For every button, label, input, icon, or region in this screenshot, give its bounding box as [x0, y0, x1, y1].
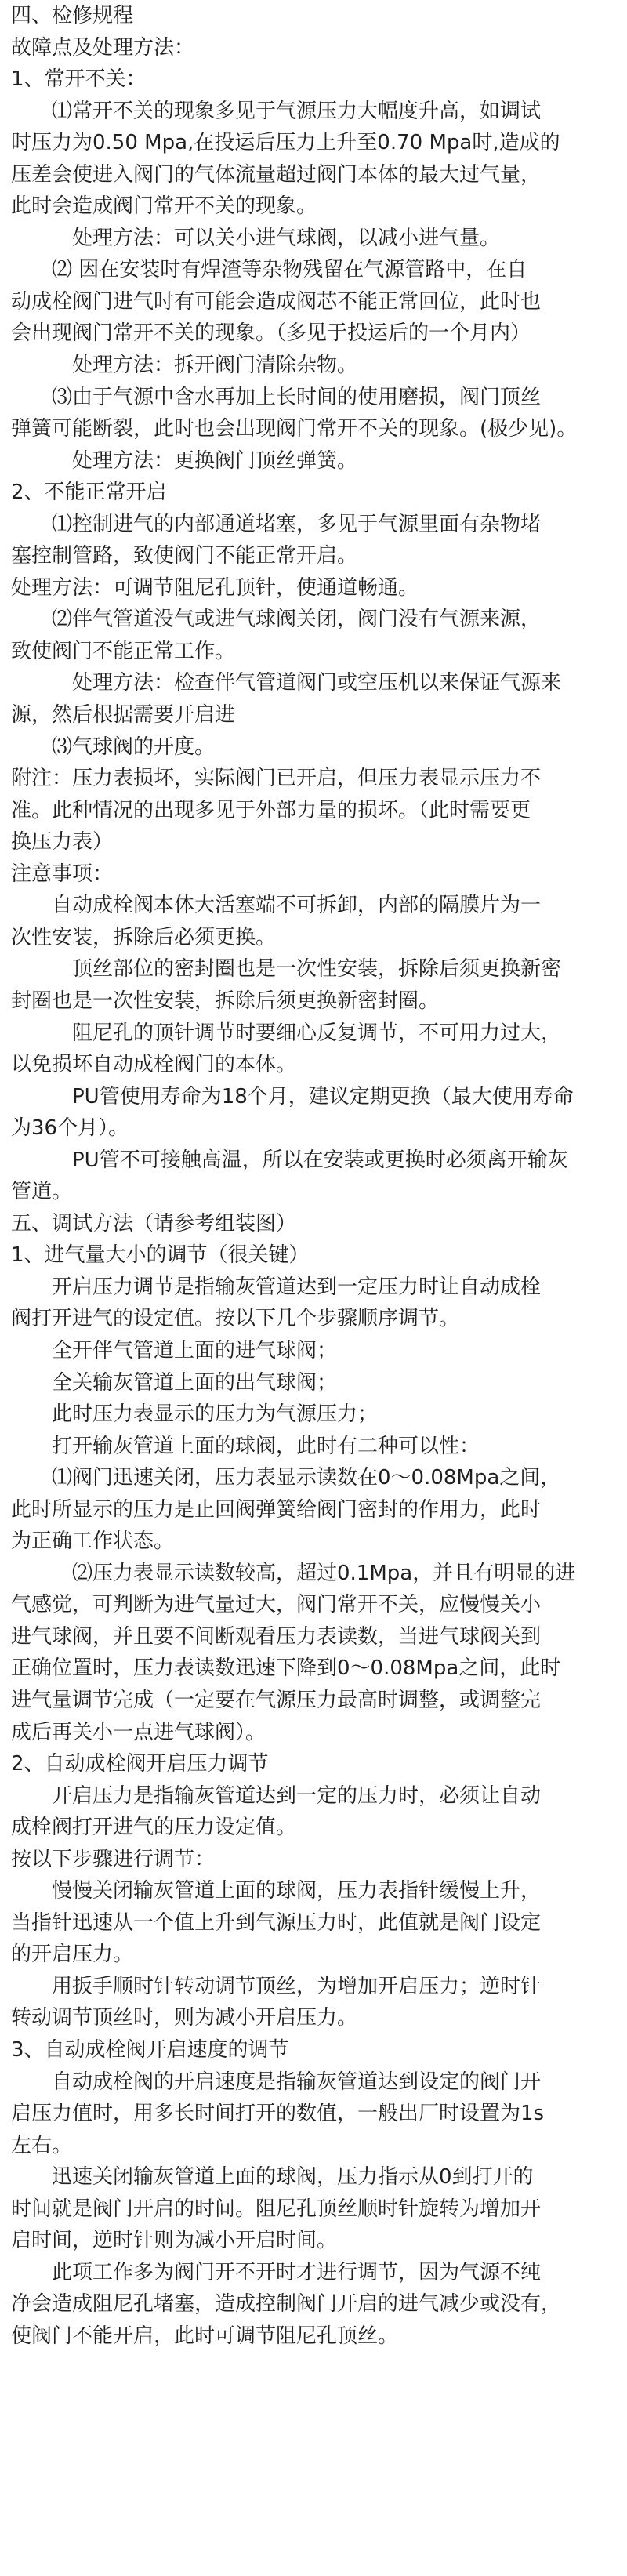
text-line: ⑵ 因在安装时有焊渣等杂物残留在气源管路中，在自	[52, 258, 527, 282]
text-line: 压差会使进入阀门的气体流量超过阀门本体的最大过气量，	[11, 162, 542, 187]
text-line: 附注：压力表损坏，实际阀门已开启，但压力表显示压力不	[11, 767, 542, 791]
text-line: 全关输灰管道上面的出气球阀；	[52, 1370, 338, 1395]
text-line: ⑶由于气源中含水再加上长时间的使用磨损，阀门顶丝	[52, 385, 542, 409]
text-line: 处理方法：可以关小进气球阀，以减小进气量。	[72, 226, 501, 250]
text-line: 为正确工作状态。	[11, 1529, 175, 1554]
text-line: 进气球阀，并且要不间断观看压力表读数，当进气球阀关到	[11, 1624, 542, 1649]
text-line: 动成栓阀门进气时有可能会造成阀芯不能正常回位，此时也	[11, 289, 542, 314]
text-line: 准。此种情况的出现多见于外部力量的损坏。（此时需要更	[11, 798, 531, 822]
text-line: 顶丝部位的密封圈也是一次性安装，拆除后须更换新密	[72, 957, 562, 981]
text-line: 用扳手顺时针转动调节顶丝，为增加开启压力；逆时针	[52, 1974, 542, 1998]
text-line: 左右。	[11, 2133, 73, 2157]
text-line: 进气量调节完成（一定要在气源压力最高时调整，或调整完	[11, 1688, 542, 1712]
text-line: 以免损坏自动成栓阀门的本体。	[11, 1053, 297, 1077]
text-line: 慢慢关闭输灰管道上面的球阀，压力表指针缓慢上升，	[52, 1879, 542, 1903]
text-line: 封圈也是一次性安装，拆除后须更换新密封圈。	[11, 989, 440, 1013]
text-line: 阀打开进气的设定值。按以下几个步骤顺序调节。	[11, 1307, 460, 1331]
text-line: 四、检修规程	[11, 4, 134, 27]
text-line: 迅速关闭输灰管道上面的球阀，压力指示从0到打开的	[52, 2165, 534, 2190]
text-line: 塞控制管路，致使阀门不能正常开启。	[11, 544, 358, 568]
text-line: ⑵伴气管道没气或进气球阀关闭，阀门没有气源来源，	[52, 608, 542, 632]
text-line: 使阀门不能开启，此时可调节阻尼孔顶丝。	[11, 2324, 399, 2348]
text-line: 会出现阀门常开不关的现象。（多见于投运后的一个月内）	[11, 321, 531, 346]
text-line: 1、常开不关：	[11, 67, 147, 92]
text-line: 2、自动成栓阀开启压力调节	[11, 1752, 269, 1776]
text-line: 成后再关小一点进气球阀）。	[11, 1720, 266, 1744]
text-line: ⑴控制进气的内部通道堵塞，多见于气源里面有杂物堵	[52, 512, 542, 536]
text-line: 打开输灰管道上面的球阀，此时有二种可以性：	[52, 1434, 480, 1458]
text-line: 自动成栓阀的开启速度是指输灰管道达到设定的阀门开	[52, 2070, 542, 2094]
text-line: 自动成栓阀本体大活塞端不可拆卸，内部的隔膜片为一	[52, 894, 542, 918]
text-line: 开启压力是指输灰管道达到一定的压力时，必须让自动	[52, 1783, 542, 1808]
text-line: 为36个月）。	[11, 1116, 129, 1141]
text-line: 换压力表）	[11, 830, 114, 854]
text-line: 五、调试方法（请参考组装图）	[11, 1211, 297, 1235]
text-line: 启时间，逆时针则为减小开启时间。	[11, 2229, 338, 2253]
text-line: 此时压力表显示的压力为气源压力；	[52, 1402, 379, 1427]
text-line: 处理方法：检查伴气管道阀门或空压机以来保证气源来	[72, 671, 562, 695]
text-line: 阻尼孔的顶针调节时要细心反复调节，不可用力过大，	[72, 1021, 562, 1045]
text-line: 的开启压力。	[11, 1943, 134, 1967]
text-line: 启压力值时，用多长时间打开的数值，一般出厂时设置为1s	[11, 2102, 545, 2126]
text-line: 按以下步骤进行调节：	[11, 1847, 216, 1871]
text-line: 成栓阀打开进气的压力设定值。	[11, 1816, 297, 1840]
text-line: 净会造成阻尼孔堵塞，造成控制阀门开启的进气减少或没有，	[11, 2292, 562, 2317]
text-line: 次性安装，拆除后必须更换。	[11, 925, 277, 949]
text-line: 故障点及处理方法：	[11, 35, 195, 60]
text-line: 时间就是阀门开启的时间。阻尼孔顶丝顺时针旋转为增加开	[11, 2197, 542, 2221]
text-line: 正确位置时，压力表读数迅速下降到0～0.08Mpa之间，此时	[11, 1656, 561, 1681]
text-line: 管道。	[11, 1180, 73, 1204]
text-line: ⑶气球阀的开度。	[52, 735, 216, 759]
text-line: 气感觉，可判断为进气量过大，阀门常开不关，应慢慢关小	[11, 1593, 542, 1617]
text-line: 致使阀门不能正常工作。	[11, 639, 236, 663]
text-line: PU管使用寿命为18个月，建议定期更换（最大使用寿命	[72, 1084, 574, 1108]
text-line: ⑴常开不关的现象多见于气源压力大幅度升高，如调试	[52, 99, 542, 123]
text-line: 全开伴气管道上面的进气球阀；	[52, 1338, 338, 1362]
text-line: 处理方法：可调节阻尼孔顶针，使通道畅通。	[11, 575, 419, 600]
text-line: 1、进气量大小的调节（很关键）	[11, 1243, 310, 1268]
text-line: 此时会造成阀门常开不关的现象。	[11, 194, 317, 219]
text-line: 2、不能正常开启	[11, 481, 167, 505]
text-line: 源，然后根据需要开启进	[11, 703, 236, 727]
text-line: 处理方法：更换阀门顶丝弹簧。	[72, 448, 358, 473]
text-line: 当指针迅速从一个值上升到气源压力时，此值就是阀门设定	[11, 1910, 542, 1935]
text-line: 时压力为0.50 Mpa,在投运后压力上升至0.70 Mpa时,造成的	[11, 131, 560, 155]
text-line: 3、自动成栓阀开启速度的调节	[11, 2038, 289, 2062]
text-line: 此项工作多为阀门开不开时才进行调节，因为气源不纯	[52, 2260, 542, 2284]
text-line: 弹簧可能断裂，此时也会出现阀门常开不关的现象。(极少见)。	[11, 417, 578, 441]
text-line: 转动调节顶丝时，则为减小开启压力。	[11, 2006, 358, 2030]
text-line: 开启压力调节是指输灰管道达到一定压力时让自动成栓	[52, 1275, 542, 1299]
text-line: 此时所显示的压力是止回阀弹簧给阀门密封的作用力，此时	[11, 1497, 542, 1522]
text-line: 处理方法：拆开阀门清除杂物。	[72, 354, 358, 378]
text-line: PU管不可接触高温，所以在安装或更换时必须离开输灰	[72, 1148, 568, 1172]
text-line: ⑵压力表显示读数较高，超过0.1Mpa，并且有明显的进	[72, 1561, 576, 1585]
text-line: 注意事项：	[11, 862, 114, 886]
text-line: ⑴阀门迅速关闭，压力表显示读数在0～0.08Mpa之间，	[52, 1466, 561, 1490]
